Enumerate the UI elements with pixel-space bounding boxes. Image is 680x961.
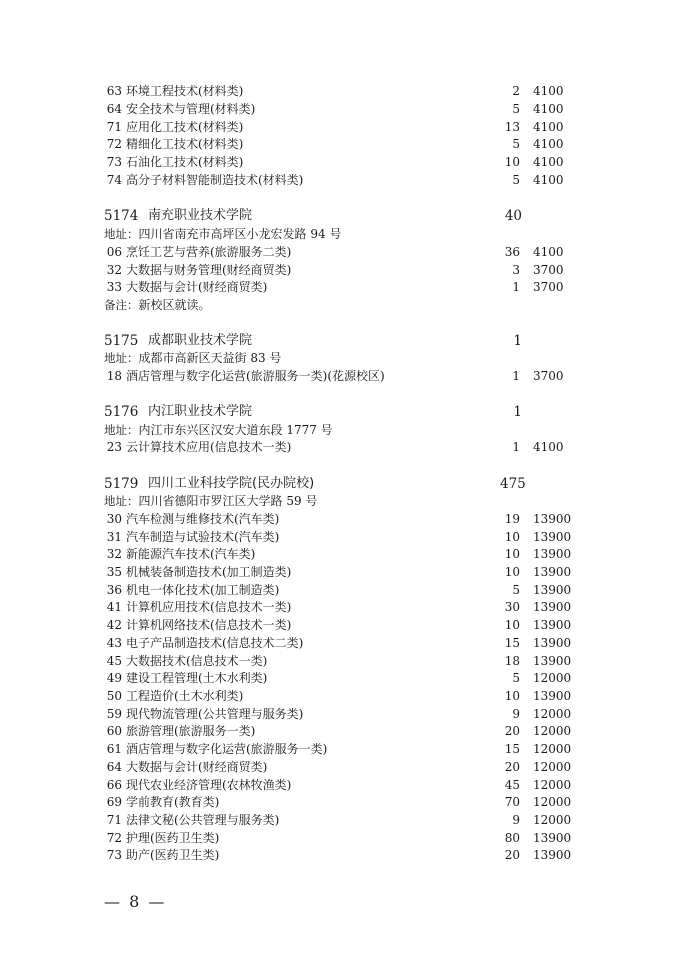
plan-count: 20 — [504, 724, 520, 738]
tuition-fee: 13900 — [533, 636, 572, 650]
major-code: 72 — [106, 137, 122, 151]
table-row — [0, 669, 680, 687]
tuition-fee: 13900 — [533, 654, 572, 668]
table-row — [0, 510, 680, 528]
school-total: 475 — [500, 476, 526, 492]
table-row — [0, 758, 680, 776]
plan-count: 15 — [504, 742, 520, 756]
major-code: 66 — [106, 778, 122, 792]
major-name: 安全技术与管理(材料类) — [126, 102, 256, 116]
major-name: 现代农业经济管理(农林牧渔类) — [126, 778, 292, 792]
tuition-fee: 4100 — [533, 84, 564, 98]
tuition-fee: 4100 — [533, 173, 564, 187]
major-code: 18 — [106, 369, 122, 383]
plan-count: 5 — [512, 137, 520, 151]
major-code: 41 — [106, 600, 122, 614]
address-text: 内江市东兴区汉安大道东段 1777 号 — [138, 423, 333, 437]
note-label: 备注： — [104, 298, 139, 312]
tuition-fee: 13900 — [533, 689, 572, 703]
tuition-fee: 12000 — [533, 742, 572, 756]
table-row — [0, 722, 680, 740]
tuition-fee: 4100 — [533, 102, 564, 116]
school-name: 四川工业科技学院(民办院校) — [148, 476, 315, 491]
plan-count: 20 — [504, 848, 520, 862]
plan-count: 5 — [512, 583, 520, 597]
major-code: 42 — [106, 618, 122, 632]
address-text: 成都市高新区天益街 83 号 — [138, 351, 282, 365]
tuition-fee: 13900 — [533, 512, 572, 526]
major-code: 06 — [106, 245, 122, 259]
plan-count: 1 — [512, 369, 520, 383]
tuition-fee: 12000 — [533, 724, 572, 738]
major-name: 汽车检测与维修技术(汽车类) — [126, 512, 280, 526]
school-address — [104, 421, 333, 439]
major-code: 32 — [106, 263, 122, 277]
major-name: 电子产品制造技术(信息技术二类) — [126, 636, 304, 650]
tuition-fee: 13900 — [533, 547, 572, 561]
school-header — [0, 206, 680, 226]
table-row — [0, 846, 680, 864]
tuition-fee: 13900 — [533, 831, 572, 845]
table-row — [0, 261, 680, 279]
major-name: 烹饪工艺与营养(旅游服务二类) — [126, 245, 292, 259]
major-code: 49 — [106, 671, 122, 685]
plan-count: 10 — [504, 547, 520, 561]
major-name: 大数据与会计(财经商贸类) — [126, 280, 268, 294]
major-name: 现代物流管理(公共管理与服务类) — [126, 707, 304, 721]
major-code: 43 — [106, 636, 122, 650]
address-label: 地址： — [104, 494, 139, 508]
table-row — [0, 153, 680, 171]
major-code: 59 — [106, 707, 122, 721]
major-code: 73 — [106, 848, 122, 862]
table-row — [0, 581, 680, 599]
major-code: 64 — [106, 102, 122, 116]
plan-count: 20 — [504, 760, 520, 774]
major-name: 大数据与财务管理(财经商贸类) — [126, 263, 292, 277]
tuition-fee: 13900 — [533, 530, 572, 544]
plan-count: 5 — [512, 102, 520, 116]
tuition-fee: 13900 — [533, 618, 572, 632]
tuition-fee: 13900 — [533, 583, 572, 597]
major-name: 新能源汽车技术(汽车类) — [126, 547, 256, 561]
major-name: 汽车制造与试验技术(汽车类) — [126, 530, 280, 544]
school-header — [0, 331, 680, 351]
plan-count: 18 — [504, 654, 520, 668]
plan-count: 10 — [504, 689, 520, 703]
major-name: 云计算技术应用(信息技术一类) — [126, 440, 292, 454]
table-row — [0, 598, 680, 616]
note-text: 新校区就读。 — [138, 298, 211, 312]
tuition-fee: 12000 — [533, 795, 572, 809]
table-row — [0, 652, 680, 670]
major-code: 30 — [106, 512, 122, 526]
tuition-fee: 12000 — [533, 813, 572, 827]
table-row — [0, 100, 680, 118]
major-name: 酒店管理与数字化运营(旅游服务一类) — [126, 742, 328, 756]
address-text: 四川省德阳市罗江区大学路 59 号 — [138, 494, 318, 508]
plan-count: 3 — [512, 263, 520, 277]
plan-count: 10 — [504, 565, 520, 579]
major-name: 计算机应用技术(信息技术一类) — [126, 600, 292, 614]
major-name: 机械装备制造技术(加工制造类) — [126, 565, 292, 579]
major-name: 工程造价(土木水利类) — [126, 689, 244, 703]
plan-count: 9 — [512, 813, 520, 827]
plan-count: 30 — [504, 600, 520, 614]
plan-count: 36 — [504, 245, 520, 259]
major-code: 72 — [106, 831, 122, 845]
school-total: 1 — [513, 333, 522, 349]
tuition-fee: 12000 — [533, 778, 572, 792]
major-code: 69 — [106, 795, 122, 809]
tuition-fee: 13900 — [533, 600, 572, 614]
table-row — [0, 82, 680, 100]
table-row — [0, 563, 680, 581]
tuition-fee: 13900 — [533, 565, 572, 579]
plan-count: 5 — [512, 173, 520, 187]
school-note — [104, 296, 211, 314]
table-row — [0, 135, 680, 153]
school-name: 成都职业技术学院 — [148, 333, 253, 348]
tuition-fee: 4100 — [533, 155, 564, 169]
major-code: 71 — [106, 120, 122, 134]
plan-count: 2 — [512, 84, 520, 98]
address-label: 地址： — [104, 423, 139, 437]
table-row — [0, 776, 680, 794]
major-code: 50 — [106, 689, 122, 703]
major-code: 71 — [106, 813, 122, 827]
major-name: 应用化工技术(材料类) — [126, 120, 244, 134]
school-address — [104, 492, 317, 510]
major-code: 35 — [106, 565, 122, 579]
major-code: 32 — [106, 547, 122, 561]
major-code: 74 — [106, 173, 122, 187]
school-total: 1 — [513, 404, 522, 420]
school-code: 5176 — [104, 404, 139, 420]
school-header — [0, 474, 680, 494]
address-label: 地址： — [104, 227, 139, 241]
table-row — [0, 634, 680, 652]
table-row — [0, 740, 680, 758]
address-label: 地址： — [104, 351, 139, 365]
tuition-fee: 12000 — [533, 671, 572, 685]
tuition-fee: 4100 — [533, 440, 564, 454]
plan-count: 10 — [504, 155, 520, 169]
major-code: 60 — [106, 724, 122, 738]
table-row — [0, 793, 680, 811]
table-row — [0, 687, 680, 705]
plan-count: 10 — [504, 530, 520, 544]
table-row — [0, 438, 680, 456]
major-name: 机电一体化技术(加工制造类) — [126, 583, 280, 597]
plan-count: 15 — [504, 636, 520, 650]
table-row — [0, 811, 680, 829]
major-name: 学前教育(教育类) — [126, 795, 220, 809]
school-name: 内江职业技术学院 — [148, 404, 253, 419]
school-code: 5174 — [104, 208, 139, 224]
major-name: 旅游管理(旅游服务一类) — [126, 724, 256, 738]
plan-count: 1 — [512, 440, 520, 454]
school-address — [104, 225, 341, 243]
address-text: 四川省南充市高坪区小龙宏发路 94 号 — [138, 227, 342, 241]
tuition-fee: 3700 — [533, 263, 564, 277]
tuition-fee: 3700 — [533, 369, 564, 383]
table-row — [0, 545, 680, 563]
table-row — [0, 829, 680, 847]
table-row — [0, 616, 680, 634]
table-row — [0, 171, 680, 189]
major-code: 63 — [106, 84, 122, 98]
major-name: 建设工程管理(土木水利类) — [126, 671, 268, 685]
major-code: 23 — [106, 440, 122, 454]
plan-count: 80 — [504, 831, 520, 845]
major-name: 精细化工技术(材料类) — [126, 137, 244, 151]
plan-count: 70 — [504, 795, 520, 809]
table-row — [0, 278, 680, 296]
plan-count: 5 — [512, 671, 520, 685]
major-name: 大数据与会计(财经商贸类) — [126, 760, 268, 774]
school-name: 南充职业技术学院 — [148, 208, 253, 223]
major-code: 61 — [106, 742, 122, 756]
major-name: 法律文秘(公共管理与服务类) — [126, 813, 280, 827]
school-header — [0, 402, 680, 422]
major-name: 大数据技术(信息技术一类) — [126, 654, 268, 668]
tuition-fee: 3700 — [533, 280, 564, 294]
table-row — [0, 243, 680, 261]
tuition-fee: 4100 — [533, 245, 564, 259]
major-code: 36 — [106, 583, 122, 597]
school-total: 40 — [504, 208, 522, 224]
plan-count: 13 — [504, 120, 520, 134]
tuition-fee: 12000 — [533, 707, 572, 721]
table-row — [0, 367, 680, 385]
major-code: 64 — [106, 760, 122, 774]
plan-count: 45 — [504, 778, 520, 792]
school-code: 5175 — [104, 333, 139, 349]
table-row — [0, 705, 680, 723]
table-row — [0, 528, 680, 546]
school-code: 5179 — [104, 476, 139, 492]
tuition-fee: 12000 — [533, 760, 572, 774]
table-row — [0, 118, 680, 136]
major-name: 护理(医药卫生类) — [126, 831, 220, 845]
major-name: 环境工程技术(材料类) — [126, 84, 244, 98]
plan-count: 1 — [512, 280, 520, 294]
tuition-fee: 4100 — [533, 137, 564, 151]
major-name: 石油化工技术(材料类) — [126, 155, 244, 169]
page-number: — 8 — — [104, 892, 167, 911]
major-code: 33 — [106, 280, 122, 294]
tuition-fee: 13900 — [533, 848, 572, 862]
plan-count: 9 — [512, 707, 520, 721]
tuition-fee: 4100 — [533, 120, 564, 134]
school-address — [104, 349, 281, 367]
major-name: 计算机网络技术(信息技术一类) — [126, 618, 292, 632]
major-code: 31 — [106, 530, 122, 544]
plan-count: 10 — [504, 618, 520, 632]
major-code: 73 — [106, 155, 122, 169]
major-name: 酒店管理与数字化运营(旅游服务一类)(花源校区) — [126, 369, 385, 383]
plan-count: 19 — [504, 512, 520, 526]
major-name: 助产(医药卫生类) — [126, 848, 220, 862]
major-code: 45 — [106, 654, 122, 668]
major-name: 高分子材料智能制造技术(材料类) — [126, 173, 304, 187]
